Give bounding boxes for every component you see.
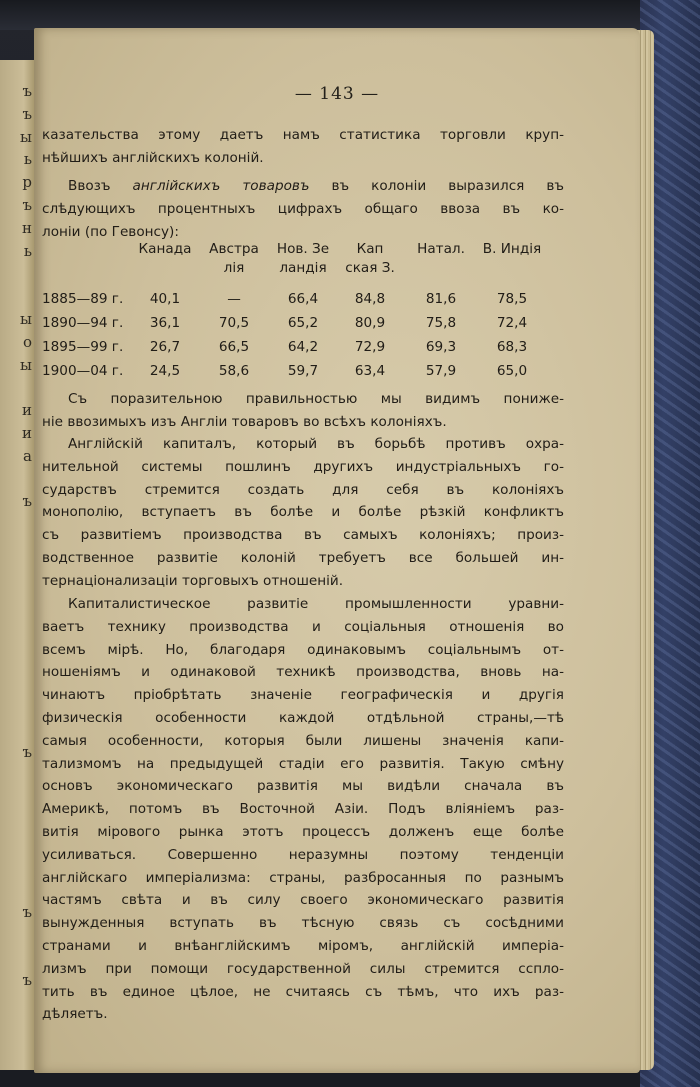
paragraph-1: [42, 124, 564, 170]
table-value-cell: 65,2: [287, 315, 319, 331]
text-line: [42, 175, 564, 198]
previous-page-fragment: р: [22, 173, 32, 192]
text-line: тить въ единое цѣлое, не считаясь съ тѣмъ, что ихъ раз-: [42, 983, 564, 1000]
table-value-cell: 65,0: [496, 363, 528, 379]
text-fragment: Ввозъ: [68, 178, 133, 194]
paragraph-3: [42, 388, 564, 434]
table-value-cell: 36,1: [149, 315, 181, 331]
previous-page-fragment: ъ: [22, 492, 32, 511]
previous-page-fragment: [4, 536, 32, 559]
table-value-cell: —: [227, 291, 241, 307]
text-line: ваетъ технику производства и соціальныя отношенія во: [42, 618, 564, 635]
table-period-cell: 1890—94 г.: [42, 315, 124, 331]
page-number: — 143 —: [294, 84, 380, 104]
text-line: вынужденныя вступать въ тѣсную связь съ сосѣдними: [42, 915, 564, 932]
text-line: нѣйшихъ англійскихъ колоній.: [42, 149, 264, 166]
previous-page-fragment: [4, 262, 32, 285]
table-header-cell: Кап: [356, 241, 384, 257]
previous-page-fragment: н: [22, 218, 32, 237]
previous-page-fragment: [4, 878, 32, 901]
previous-page-fragment: [4, 627, 32, 650]
table-value-cell: 75,8: [425, 315, 457, 331]
text-line: Америкѣ, потомъ въ Восточной Азіи. Подъ вліяніемъ раз-: [42, 801, 564, 818]
previous-page-fragment: и: [22, 423, 32, 442]
previous-page-fragment: [4, 604, 32, 627]
table-row: [42, 335, 572, 359]
text-line: чинаютъ пріобрѣтать значеніе географическія и другія: [42, 687, 564, 704]
previous-page-fragment: [4, 787, 32, 810]
previous-page-fragment: [4, 285, 32, 308]
previous-page-fragment: [4, 650, 32, 673]
text-line: лоніи (по Гевонсу):: [42, 223, 179, 240]
text-line: странами и внѣанглійскимъ міромъ, англійскій имперіа-: [42, 937, 564, 954]
italic-fragment: англійскихъ товаровъ: [132, 178, 310, 194]
table-value-cell: 70,5: [218, 315, 250, 331]
table-row: [42, 359, 572, 383]
text-line: Капиталистическое развитіе промышленности уравни-: [68, 596, 564, 612]
previous-page-fragment: [4, 673, 32, 696]
text-line: нительной системы пошлинъ другихъ индустріальныхъ го-: [42, 458, 564, 475]
paragraph-5: [42, 593, 564, 1026]
text-line: водственное развитіе колоній требуетъ все большей ин-: [42, 549, 564, 566]
text-line: Англійскій капиталъ, который въ борьбѣ противъ охра-: [68, 436, 564, 452]
text-line: всемъ мірѣ. Но, благодаря одинаковымъ соціальнымъ от-: [42, 641, 564, 658]
previous-page-fragment: [4, 559, 32, 582]
previous-page-fragment: [4, 810, 32, 833]
table-value-cell: 63,4: [354, 363, 386, 379]
table-value-cell: 64,2: [287, 339, 319, 355]
book-page: [34, 28, 640, 1073]
table-value-cell: 72,9: [354, 339, 386, 355]
table-value-cell: 81,6: [425, 291, 457, 307]
previous-page-fragment: ъ: [22, 82, 32, 100]
previous-page-fragment: [4, 718, 32, 741]
previous-page-fragment: ъ: [22, 971, 32, 990]
table-header-cell: ская З.: [345, 260, 395, 276]
table-value-cell: 26,7: [149, 339, 181, 355]
table-value-cell: 57,9: [425, 363, 457, 379]
table-period-cell: 1900—04 г.: [42, 363, 124, 379]
text-line: съ развитіемъ производства въ самыхъ колоніяхъ; произ-: [42, 527, 564, 544]
text-line: сударствъ стремится создать для себя въ колоніяхъ: [42, 481, 564, 498]
table-header-cell: В. Индія: [482, 241, 542, 257]
table-value-cell: 84,8: [354, 291, 386, 307]
text-line: самыя особенности, которыя были лишены значенія капи-: [42, 732, 564, 749]
previous-page-strip: [0, 60, 34, 1070]
table-header-cell: ландія: [279, 260, 327, 276]
previous-page-fragment: [4, 855, 32, 878]
paragraph-4: [42, 433, 564, 593]
previous-page-fragment: а: [23, 446, 32, 465]
book-cover-top: [0, 0, 700, 30]
previous-page-fragment: ы: [20, 309, 32, 328]
text-line: тализмомъ на предыдущей стадіи его развитія. Такую смѣну: [42, 755, 564, 772]
table-header-cell: Австра: [209, 241, 259, 257]
text-line: ніе ввозимыхъ изъ Англіи товаровъ во всѣхъ колоніяхъ.: [42, 413, 447, 430]
text-line: тернаціонализаціи торговыхъ отношеній.: [42, 572, 344, 589]
previous-page-fragment: [4, 923, 32, 946]
previous-page-fragment: [4, 946, 32, 969]
previous-page-fragment: [4, 513, 32, 536]
text-fragment: въ колоніи выразился въ: [309, 178, 564, 194]
text-line: витія мірового рынка этотъ процессъ долженъ еще болѣе: [42, 823, 564, 840]
previous-page-fragment: ы: [20, 355, 32, 374]
table-value-cell: 69,3: [425, 339, 457, 355]
table-value-cell: 59,7: [287, 363, 319, 379]
text-line: дѣляетъ.: [42, 1006, 108, 1023]
text-line: основъ экономическаго развитія мы видѣли сначала въ: [42, 778, 564, 795]
previous-page-fragment: [4, 764, 32, 787]
previous-page-fragment: [4, 376, 32, 399]
table-header-cell: лія: [223, 260, 245, 276]
table-period-cell: 1895—99 г.: [42, 339, 124, 355]
table-period-cell: 1885—89 г.: [42, 291, 124, 307]
table-value-cell: 78,5: [496, 291, 528, 307]
table-row: [42, 287, 572, 311]
table-value-cell: 24,5: [149, 363, 181, 379]
table-value-cell: 58,6: [218, 363, 250, 379]
previous-page-fragment: ы: [20, 127, 32, 146]
table-value-cell: 72,4: [496, 315, 528, 331]
text-line: монополію, вступаетъ въ болѣе и болѣе рѣзкій конфликтъ: [42, 504, 564, 521]
previous-page-fragment: о: [22, 332, 32, 351]
text-line: лизмъ при помощи государственной силы стремится сспло-: [42, 960, 564, 977]
table-row: [42, 311, 572, 335]
paragraph-2: [42, 175, 564, 243]
previous-page-fragment: и: [22, 401, 32, 420]
text-line: ношеніямъ и одинаковой техникѣ производства, вновь на-: [42, 664, 564, 681]
previous-page-fragment: [4, 468, 32, 491]
previous-page-fragment: ь: [23, 150, 32, 169]
text-line: казательства этому даетъ намъ статистика торговли круп-: [42, 127, 564, 143]
text-line: физическія особенности каждой отдѣльной страны,—тѣ: [42, 709, 564, 726]
previous-page-text: [4, 80, 32, 992]
previous-page-fragment: [4, 582, 32, 605]
table-value-cell: 40,1: [149, 291, 181, 307]
previous-page-fragment: [4, 696, 32, 719]
text-line: усиливаться. Совершенно неразумны поэтому тенденціи: [42, 846, 564, 863]
text-line: англійскаго имперіализма: страны, разбросанныя по разнымъ: [42, 869, 564, 886]
previous-page-fragment: [4, 832, 32, 855]
previous-page-fragment: ъ: [22, 104, 32, 123]
table-value-cell: 80,9: [354, 315, 386, 331]
text-line: слѣдующихъ процентныхъ цифрахъ общаго ввоза въ ко-: [42, 200, 564, 217]
table-header-cell: Нов. Зе: [276, 241, 330, 257]
table-value-cell: 66,4: [287, 291, 319, 307]
previous-page-fragment: ъ: [22, 743, 32, 762]
previous-page-fragment: ъ: [22, 195, 32, 214]
table-value-cell: 66,5: [218, 339, 250, 355]
text-line: частямъ свѣта и въ силу своего экономическаго развитія: [42, 892, 564, 909]
table-header-cell: Натал.: [417, 241, 465, 257]
table-header-cell: Канада: [138, 241, 192, 257]
table-value-cell: 68,3: [496, 339, 528, 355]
previous-page-fragment: ъ: [22, 902, 32, 921]
text-line: Съ поразительною правильностью мы видимъ пониже-: [68, 391, 564, 407]
previous-page-fragment: ь: [23, 241, 32, 260]
